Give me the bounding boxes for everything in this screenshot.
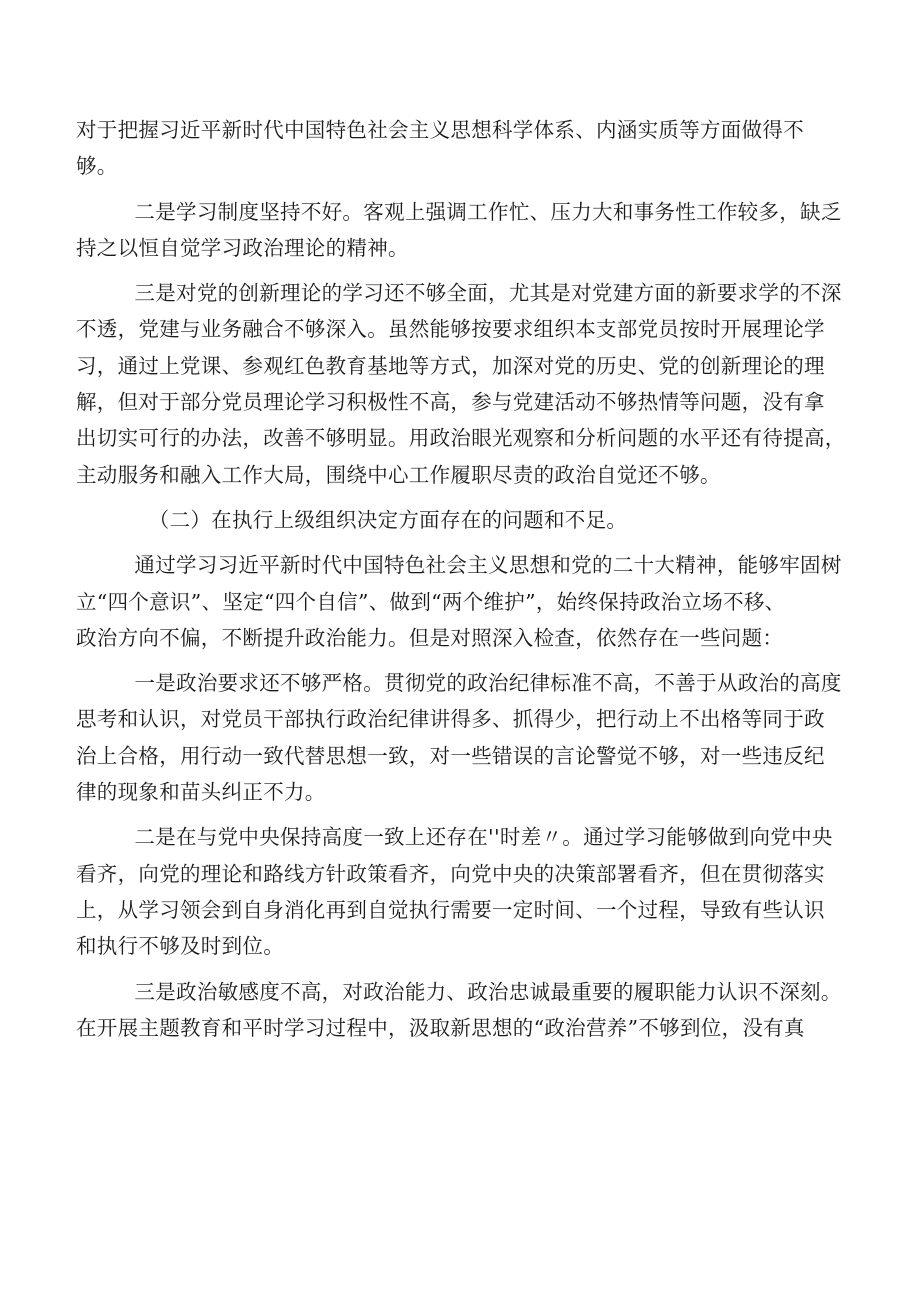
paragraph-study-system	[76, 194, 868, 267]
text-line: 主动服务和融入工作大局，围绕中心工作履职尽责的政治自觉还不够。	[76, 462, 721, 487]
paragraph-gap	[76, 656, 868, 665]
text-line: 够。	[76, 154, 118, 179]
paragraph-gap	[76, 493, 868, 502]
heading-line: （二）在执行上级组织决定方面存在的问题和不足。	[148, 507, 628, 532]
text-line: 律的现象和苗头纠正不力。	[76, 780, 326, 805]
text-line: 二是在与党中央保持高度一致上还存在''时差〃。通过学习能够做到向党中央	[134, 825, 833, 850]
text-line: 不透，党建与业务融合不够深入。虽然能够按要求组织本支部党员按时开展理论学	[76, 317, 825, 342]
text-line: 三是对党的创新理论的学习还不够全面，尤其是对党建方面的新要求学的不深	[134, 281, 842, 306]
paragraph-time-lag	[76, 819, 868, 964]
text-line: 二是学习制度坚持不好。客观上强调工作忙、压力大和事务性工作较多，缺乏	[134, 199, 842, 224]
text-line: 对于把握习近平新时代中国特色社会主义思想科学体系、内涵实质等方面做得不	[76, 118, 804, 142]
text-line: 上，从学习领会到自身消化再到自觉执行需要一定时间、一个过程，导致有些认识	[76, 897, 825, 922]
text-line: 出切实可行的办法，改善不够明显。用政治眼光观察和分析问题的水平还有待提高，	[76, 426, 846, 451]
text-line: 三是政治敏感度不高，对政治能力、政治忠诚最重要的履职能力认识不深刻。	[134, 979, 842, 1004]
section-heading	[76, 502, 868, 538]
text-line: 在开展主题教育和平时学习过程中，汲取新思想的“政治营养”不够到位，没有真	[76, 1015, 805, 1040]
text-line: 思考和认识，对党员干部执行政治纪律讲得多、抓得少，把行动上不出格等同于政	[76, 707, 825, 732]
text-line: 习，通过上党课、参观红色教育基地等方式，加深对党的历史、党的创新理论的理	[76, 353, 825, 378]
paragraph-innovation-theory	[76, 275, 868, 493]
paragraph-political-sensitivity	[76, 974, 868, 1047]
paragraph-political-requirements	[76, 665, 868, 810]
document-body	[76, 112, 868, 1046]
paragraph-gap	[76, 185, 868, 194]
text-line: 通过学习习近平新时代中国特色社会主义思想和党的二十大精神，能够牢固树	[134, 553, 842, 578]
text-line: 和执行不够及时到位。	[76, 934, 284, 959]
text-line: 解，但对于部分党员理论学习积极性不高，参与党建活动不够热情等问题，没有拿	[76, 390, 825, 415]
paragraph-gap	[76, 538, 868, 547]
text-line: 看齐，向党的理论和路线方针政策看齐，向党中央的决策部署看齐，但在贯彻落实	[76, 861, 825, 886]
text-line: 持之以恒自觉学习政治理论的精神。	[76, 235, 409, 260]
paragraph-gap	[76, 965, 868, 974]
text-line: 治上合格，用行动一致代替思想一致，对一些错误的言论警觉不够，对一些违反纪	[76, 743, 825, 768]
text-line: 立“四个意识”、坚定“四个自信”、做到“两个维护”，始终保持政治立场不移、	[76, 589, 786, 614]
paragraph-overview	[76, 547, 868, 656]
paragraph-gap	[76, 266, 868, 275]
text-line: 政治方向不偏，不断提升政治能力。但是对照深入检查，依然存在一些问题：	[76, 625, 784, 650]
paragraph-gap	[76, 810, 868, 819]
paragraph-continued	[76, 112, 868, 185]
text-line: 一是政治要求还不够严格。贯彻党的政治纪律标准不高，不善于从政治的高度	[134, 671, 842, 696]
